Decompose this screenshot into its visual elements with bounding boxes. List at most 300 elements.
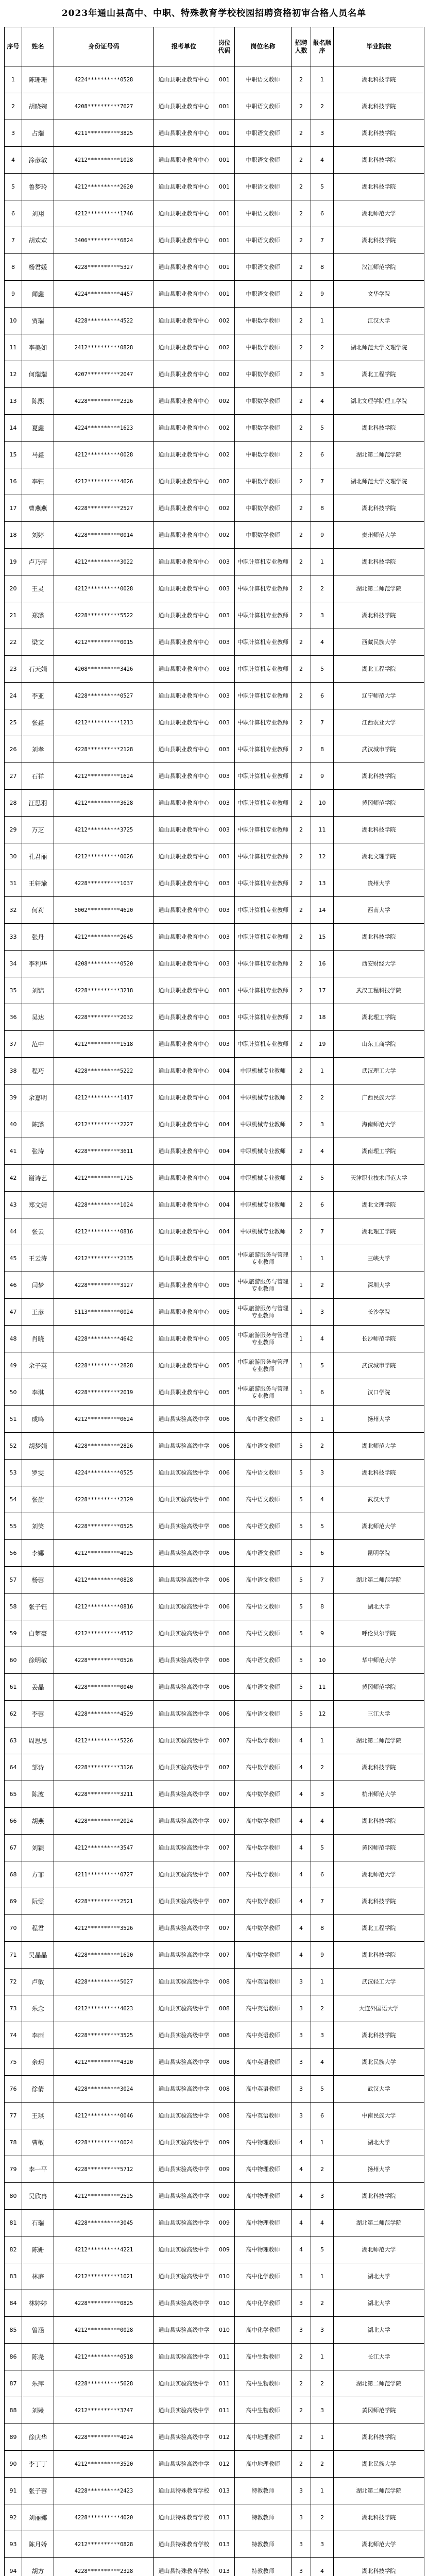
cell-name: 李淇 bbox=[22, 1379, 54, 1406]
cell-org: 通山县职业教育中心 bbox=[154, 575, 214, 602]
cell-org: 通山县实验高级中学 bbox=[154, 1969, 214, 1995]
header-id: 身份证号码 bbox=[54, 27, 154, 66]
cell-order: 8 bbox=[311, 1915, 334, 1942]
cell-id: 4228**********1037 bbox=[54, 870, 154, 897]
cell-job: 特教教师 bbox=[235, 2558, 292, 2576]
cell-school: 湖北科技学院 bbox=[334, 602, 424, 629]
cell-name: 吴晶晶 bbox=[22, 1942, 54, 1969]
cell-school: 湖北科技学院 bbox=[334, 174, 424, 200]
cell-code: 003 bbox=[214, 817, 235, 843]
cell-code: 006 bbox=[214, 1620, 235, 1647]
cell-name: 陈熙 bbox=[22, 388, 54, 415]
table-row bbox=[5, 817, 424, 843]
cell-org: 通山县职业教育中心 bbox=[154, 817, 214, 843]
cell-seq: 63 bbox=[5, 1727, 22, 1754]
cell-order: 6 bbox=[311, 683, 334, 709]
cell-id: 4228**********2024 bbox=[54, 1808, 154, 1835]
cell-code: 001 bbox=[214, 254, 235, 281]
cell-job: 中职计算机专业教师 bbox=[235, 790, 292, 817]
cell-org: 通山县职业教育中心 bbox=[154, 602, 214, 629]
cell-code: 005 bbox=[214, 1352, 235, 1379]
cell-job: 中职机械专业教师 bbox=[235, 1058, 292, 1084]
cell-code: 010 bbox=[214, 2290, 235, 2317]
cell-org: 通山县实验高级中学 bbox=[154, 2183, 214, 2210]
cell-code: 004 bbox=[214, 1192, 235, 1218]
cell-name: 郑璐 bbox=[22, 602, 54, 629]
cell-code: 002 bbox=[214, 308, 235, 334]
cell-org: 通山县职业教育中心 bbox=[154, 1299, 214, 1326]
cell-order: 9 bbox=[311, 281, 334, 308]
cell-count: 2 bbox=[292, 629, 311, 656]
cell-id: 2412**********0828 bbox=[54, 334, 154, 361]
cell-org: 通山县职业教育中心 bbox=[154, 1192, 214, 1218]
cell-job: 高中数学教师 bbox=[235, 1754, 292, 1781]
cell-code: 001 bbox=[214, 147, 235, 174]
cell-count: 4 bbox=[292, 2183, 311, 2210]
cell-seq: 35 bbox=[5, 977, 22, 1004]
cell-code: 002 bbox=[214, 495, 235, 522]
cell-id: 4228**********2521 bbox=[54, 1888, 154, 1915]
cell-org: 通山县职业教育中心 bbox=[154, 736, 214, 763]
cell-name: 刘婷 bbox=[22, 522, 54, 549]
cell-name: 李美如 bbox=[22, 334, 54, 361]
cell-org: 通山县职业教育中心 bbox=[154, 388, 214, 415]
cell-order: 6 bbox=[311, 1379, 334, 1406]
cell-job: 中职旅游服务与管理专业教师 bbox=[235, 1272, 292, 1299]
cell-count: 4 bbox=[292, 1861, 311, 1888]
header-job: 岗位名称 bbox=[235, 27, 292, 66]
cell-job: 中职计算机专业教师 bbox=[235, 575, 292, 602]
cell-code: 002 bbox=[214, 468, 235, 495]
cell-code: 002 bbox=[214, 522, 235, 549]
cell-order: 4 bbox=[311, 388, 334, 415]
cell-org: 通山县职业教育中心 bbox=[154, 977, 214, 1004]
cell-org: 通山县实验高级中学 bbox=[154, 1995, 214, 2022]
cell-school: 湖北第二师范学院 bbox=[334, 2478, 424, 2504]
cell-order: 9 bbox=[311, 1942, 334, 1969]
cell-job: 高中语文教师 bbox=[235, 1540, 292, 1567]
cell-count: 2 bbox=[292, 174, 311, 200]
cell-job: 中职语文教师 bbox=[235, 227, 292, 254]
cell-name: 阮雯 bbox=[22, 1888, 54, 1915]
cell-seq: 10 bbox=[5, 308, 22, 334]
cell-code: 006 bbox=[214, 1647, 235, 1674]
cell-name: 余子英 bbox=[22, 1352, 54, 1379]
cell-org: 通山县实验高级中学 bbox=[154, 1567, 214, 1594]
cell-job: 高中英语教师 bbox=[235, 2103, 292, 2129]
cell-name: 乐念 bbox=[22, 1995, 54, 2022]
cell-order: 7 bbox=[311, 227, 334, 254]
cell-name: 卢敏 bbox=[22, 1969, 54, 1995]
cell-id: 4211**********0727 bbox=[54, 1861, 154, 1888]
cell-seq: 60 bbox=[5, 1647, 22, 1674]
cell-order: 4 bbox=[311, 2049, 334, 2076]
cell-count: 1 bbox=[292, 1272, 311, 1299]
cell-school: 黄冈师范学院 bbox=[334, 2397, 424, 2424]
cell-job: 高中语文教师 bbox=[235, 1460, 292, 1486]
cell-school: 大连外国语大学 bbox=[334, 1995, 424, 2022]
cell-id: 4212**********0028 bbox=[54, 442, 154, 468]
cell-id: 4212**********0026 bbox=[54, 843, 154, 870]
cell-id: 4228**********4024 bbox=[54, 2424, 154, 2451]
cell-order: 4 bbox=[311, 2558, 334, 2576]
cell-school: 武汉理工大学 bbox=[334, 1058, 424, 1084]
table-row bbox=[5, 1004, 424, 1031]
cell-id: 5113**********0024 bbox=[54, 1299, 154, 1326]
cell-order: 6 bbox=[311, 2103, 334, 2129]
table-row bbox=[5, 1272, 424, 1299]
cell-job: 高中地理教师 bbox=[235, 2451, 292, 2478]
cell-code: 003 bbox=[214, 575, 235, 602]
header-count: 招聘人数 bbox=[292, 27, 311, 66]
cell-job: 中职计算机专业教师 bbox=[235, 656, 292, 683]
cell-seq: 73 bbox=[5, 1995, 22, 2022]
cell-name: 张涛 bbox=[22, 1138, 54, 1165]
cell-job: 高中数学教师 bbox=[235, 1942, 292, 1969]
cell-seq: 27 bbox=[5, 763, 22, 790]
cell-code: 006 bbox=[214, 1486, 235, 1513]
cell-name: 孔君丽 bbox=[22, 843, 54, 870]
cell-school: 湖北大学 bbox=[334, 2317, 424, 2344]
cell-id: 4228**********3611 bbox=[54, 1138, 154, 1165]
cell-count: 4 bbox=[292, 1888, 311, 1915]
cell-school: 湖北科技学院 bbox=[334, 93, 424, 120]
cell-id: 4212**********4221 bbox=[54, 2236, 154, 2263]
cell-name: 闫梦 bbox=[22, 1272, 54, 1299]
cell-count: 4 bbox=[292, 2236, 311, 2263]
table-row bbox=[5, 120, 424, 147]
cell-school: 汉口学院 bbox=[334, 1379, 424, 1406]
cell-order: 8 bbox=[311, 495, 334, 522]
cell-name: 余玥 bbox=[22, 2049, 54, 2076]
cell-seq: 29 bbox=[5, 817, 22, 843]
cell-name: 李利华 bbox=[22, 951, 54, 977]
cell-name: 李亚 bbox=[22, 683, 54, 709]
table-row bbox=[5, 1594, 424, 1620]
cell-count: 4 bbox=[292, 2129, 311, 2156]
cell-seq: 58 bbox=[5, 1594, 22, 1620]
cell-job: 特教教师 bbox=[235, 2504, 292, 2531]
table-header-row bbox=[5, 27, 424, 66]
cell-order: 5 bbox=[311, 1352, 334, 1379]
cell-id: 4212**********1518 bbox=[54, 1031, 154, 1058]
cell-job: 中职计算机专业教师 bbox=[235, 897, 292, 924]
cell-org: 通山县职业教育中心 bbox=[154, 843, 214, 870]
cell-count: 5 bbox=[292, 1674, 311, 1701]
cell-seq: 80 bbox=[5, 2183, 22, 2210]
cell-code: 006 bbox=[214, 1513, 235, 1540]
table-row bbox=[5, 2531, 424, 2558]
cell-job: 高中数学教师 bbox=[235, 1781, 292, 1808]
cell-org: 通山县职业教育中心 bbox=[154, 308, 214, 334]
cell-seq: 64 bbox=[5, 1754, 22, 1781]
cell-count: 2 bbox=[292, 1084, 311, 1111]
cell-job: 高中数学教师 bbox=[235, 1915, 292, 1942]
cell-school: 武汉大学 bbox=[334, 1486, 424, 1513]
cell-school: 贵州大学 bbox=[334, 870, 424, 897]
table-row bbox=[5, 575, 424, 602]
cell-org: 通山县实验高级中学 bbox=[154, 1513, 214, 1540]
cell-count: 2 bbox=[292, 683, 311, 709]
cell-seq: 4 bbox=[5, 147, 22, 174]
cell-org: 通山县职业教育中心 bbox=[154, 1379, 214, 1406]
cell-job: 中职机械专业教师 bbox=[235, 1192, 292, 1218]
cell-seq: 39 bbox=[5, 1084, 22, 1111]
cell-org: 通山县实验高级中学 bbox=[154, 1781, 214, 1808]
cell-org: 通山县职业教育中心 bbox=[154, 66, 214, 93]
cell-order: 2 bbox=[311, 2156, 334, 2183]
cell-school: 湖南理工学院 bbox=[334, 1138, 424, 1165]
cell-seq: 61 bbox=[5, 1674, 22, 1701]
cell-order: 2 bbox=[311, 1272, 334, 1299]
cell-id: 4228**********3127 bbox=[54, 1272, 154, 1299]
cell-job: 中职数学教师 bbox=[235, 442, 292, 468]
cell-order: 1 bbox=[311, 1058, 334, 1084]
table-row bbox=[5, 1888, 424, 1915]
cell-seq: 79 bbox=[5, 2156, 22, 2183]
cell-count: 2 bbox=[292, 977, 311, 1004]
cell-order: 17 bbox=[311, 977, 334, 1004]
cell-org: 通山县职业教育中心 bbox=[154, 147, 214, 174]
cell-code: 003 bbox=[214, 736, 235, 763]
cell-name: 马鑫 bbox=[22, 442, 54, 468]
cell-job: 中职语文教师 bbox=[235, 281, 292, 308]
cell-seq: 42 bbox=[5, 1165, 22, 1192]
cell-id: 4228**********2423 bbox=[54, 2478, 154, 2504]
table-row bbox=[5, 2344, 424, 2370]
cell-job: 高中物理教师 bbox=[235, 2236, 292, 2263]
cell-seq: 82 bbox=[5, 2236, 22, 2263]
cell-order: 1 bbox=[311, 2424, 334, 2451]
cell-org: 通山县实验高级中学 bbox=[154, 1674, 214, 1701]
cell-order: 2 bbox=[311, 1754, 334, 1781]
cell-seq: 77 bbox=[5, 2103, 22, 2129]
cell-name: 曹敏 bbox=[22, 2129, 54, 2156]
cell-order: 1 bbox=[311, 549, 334, 575]
cell-code: 010 bbox=[214, 2263, 235, 2290]
cell-id: 4228**********4529 bbox=[54, 1701, 154, 1727]
cell-count: 2 bbox=[292, 281, 311, 308]
cell-job: 中职机械专业教师 bbox=[235, 1165, 292, 1192]
cell-id: 4212**********4626 bbox=[54, 468, 154, 495]
cell-order: 3 bbox=[311, 2317, 334, 2344]
cell-seq: 12 bbox=[5, 361, 22, 388]
cell-order: 7 bbox=[311, 468, 334, 495]
cell-count: 2 bbox=[292, 468, 311, 495]
cell-school: 长沙学院 bbox=[334, 1299, 424, 1326]
cell-count: 2 bbox=[292, 2424, 311, 2451]
cell-school: 湖北民族大学 bbox=[334, 2049, 424, 2076]
cell-code: 003 bbox=[214, 602, 235, 629]
cell-count: 5 bbox=[292, 1460, 311, 1486]
cell-org: 通山县实验高级中学 bbox=[154, 2129, 214, 2156]
cell-org: 通山县实验高级中学 bbox=[154, 2370, 214, 2397]
cell-order: 2 bbox=[311, 1433, 334, 1460]
cell-count: 1 bbox=[292, 1245, 311, 1272]
cell-school: 武汉轻工大学 bbox=[334, 1969, 424, 1995]
cell-job: 高中地理教师 bbox=[235, 2424, 292, 2451]
cell-name: 何瑞瑞 bbox=[22, 361, 54, 388]
cell-id: 4212**********1746 bbox=[54, 200, 154, 227]
cell-seq: 15 bbox=[5, 442, 22, 468]
cell-job: 高中语文教师 bbox=[235, 1701, 292, 1727]
cell-id: 4212**********3628 bbox=[54, 790, 154, 817]
cell-job: 中职计算机专业教师 bbox=[235, 1031, 292, 1058]
cell-name: 石祥 bbox=[22, 763, 54, 790]
cell-school: 湖北师范大学 bbox=[334, 1861, 424, 1888]
table-row bbox=[5, 2103, 424, 2129]
cell-count: 3 bbox=[292, 2504, 311, 2531]
cell-count: 1 bbox=[292, 1299, 311, 1326]
cell-order: 4 bbox=[311, 1486, 334, 1513]
cell-school: 湖北科技学院 bbox=[334, 1754, 424, 1781]
table-row bbox=[5, 656, 424, 683]
cell-name: 胡欢欢 bbox=[22, 227, 54, 254]
cell-name: 张子蓉 bbox=[22, 2478, 54, 2504]
cell-org: 通山县实验高级中学 bbox=[154, 2424, 214, 2451]
cell-name: 胡方 bbox=[22, 2558, 54, 2576]
cell-count: 5 bbox=[292, 1433, 311, 1460]
cell-seq: 49 bbox=[5, 1352, 22, 1379]
cell-job: 中职机械专业教师 bbox=[235, 1138, 292, 1165]
table-row bbox=[5, 495, 424, 522]
cell-org: 通山县职业教育中心 bbox=[154, 870, 214, 897]
cell-id: 4212**********3725 bbox=[54, 817, 154, 843]
cell-seq: 3 bbox=[5, 120, 22, 147]
cell-code: 002 bbox=[214, 388, 235, 415]
cell-id: 4212**********4025 bbox=[54, 1540, 154, 1567]
cell-org: 通山县职业教育中心 bbox=[154, 227, 214, 254]
cell-job: 中职计算机专业教师 bbox=[235, 763, 292, 790]
cell-count: 1 bbox=[292, 1379, 311, 1406]
cell-count: 2 bbox=[292, 1004, 311, 1031]
cell-name: 王琪 bbox=[22, 2103, 54, 2129]
cell-id: 4228**********2329 bbox=[54, 1486, 154, 1513]
cell-order: 9 bbox=[311, 1620, 334, 1647]
cell-org: 通山县职业教育中心 bbox=[154, 549, 214, 575]
cell-school: 湖北科技学院 bbox=[334, 2424, 424, 2451]
cell-seq: 16 bbox=[5, 468, 22, 495]
table-row bbox=[5, 977, 424, 1004]
cell-count: 2 bbox=[292, 897, 311, 924]
cell-seq: 5 bbox=[5, 174, 22, 200]
cell-org: 通山县实验高级中学 bbox=[154, 1915, 214, 1942]
cell-code: 001 bbox=[214, 66, 235, 93]
cell-id: 4212**********2645 bbox=[54, 924, 154, 951]
table-row bbox=[5, 2424, 424, 2451]
cell-seq: 20 bbox=[5, 575, 22, 602]
cell-org: 通山县实验高级中学 bbox=[154, 1861, 214, 1888]
cell-org: 通山县职业教育中心 bbox=[154, 1218, 214, 1245]
cell-id: 4228**********2032 bbox=[54, 1004, 154, 1031]
cell-seq: 23 bbox=[5, 656, 22, 683]
cell-count: 5 bbox=[292, 1567, 311, 1594]
cell-id: 4228**********3218 bbox=[54, 977, 154, 1004]
cell-id: 4228**********1620 bbox=[54, 1942, 154, 1969]
table-row bbox=[5, 1245, 424, 1272]
cell-name: 万芝 bbox=[22, 817, 54, 843]
cell-job: 中职数学教师 bbox=[235, 334, 292, 361]
cell-org: 通山县实验高级中学 bbox=[154, 2210, 214, 2236]
cell-count: 2 bbox=[292, 736, 311, 763]
cell-seq: 6 bbox=[5, 200, 22, 227]
cell-count: 2 bbox=[292, 1058, 311, 1084]
cell-code: 003 bbox=[214, 1031, 235, 1058]
cell-count: 2 bbox=[292, 1218, 311, 1245]
cell-org: 通山县职业教育中心 bbox=[154, 1138, 214, 1165]
cell-school: 湖北大学 bbox=[334, 2129, 424, 2156]
table-row bbox=[5, 361, 424, 388]
cell-school: 湖北科技学院 bbox=[334, 817, 424, 843]
cell-school: 武汉城市学院 bbox=[334, 1352, 424, 1379]
cell-seq: 28 bbox=[5, 790, 22, 817]
cell-code: 003 bbox=[214, 1004, 235, 1031]
cell-order: 6 bbox=[311, 200, 334, 227]
cell-org: 通山县职业教育中心 bbox=[154, 629, 214, 656]
cell-seq: 85 bbox=[5, 2317, 22, 2344]
cell-org: 通山县职业教育中心 bbox=[154, 924, 214, 951]
cell-school: 湖北科技学院 bbox=[334, 2022, 424, 2049]
cell-seq: 72 bbox=[5, 1969, 22, 1995]
cell-count: 3 bbox=[292, 1969, 311, 1995]
cell-org: 通山县职业教育中心 bbox=[154, 951, 214, 977]
cell-count: 5 bbox=[292, 1701, 311, 1727]
cell-code: 006 bbox=[214, 1540, 235, 1567]
header-order: 报名顺序 bbox=[311, 27, 334, 66]
cell-code: 008 bbox=[214, 2022, 235, 2049]
cell-id: 4212**********3520 bbox=[54, 2451, 154, 2478]
cell-org: 通山县实验高级中学 bbox=[154, 1701, 214, 1727]
cell-org: 通山县职业教育中心 bbox=[154, 897, 214, 924]
cell-code: 010 bbox=[214, 2317, 235, 2344]
cell-school: 西藏民族大学 bbox=[334, 629, 424, 656]
cell-seq: 18 bbox=[5, 522, 22, 549]
cell-code: 006 bbox=[214, 1406, 235, 1433]
table-row bbox=[5, 2129, 424, 2156]
cell-seq: 9 bbox=[5, 281, 22, 308]
table-row bbox=[5, 227, 424, 254]
cell-seq: 75 bbox=[5, 2049, 22, 2076]
table-row bbox=[5, 93, 424, 120]
cell-school: 湖北理工学院 bbox=[334, 1218, 424, 1245]
cell-name: 梁文 bbox=[22, 629, 54, 656]
cell-seq: 26 bbox=[5, 736, 22, 763]
cell-id: 4228**********2128 bbox=[54, 736, 154, 763]
cell-id: 4212**********1725 bbox=[54, 1165, 154, 1192]
cell-org: 通山县职业教育中心 bbox=[154, 1326, 214, 1352]
cell-school: 湖北第二师范学院 bbox=[334, 442, 424, 468]
cell-seq: 13 bbox=[5, 388, 22, 415]
cell-job: 高中生物教师 bbox=[235, 2370, 292, 2397]
cell-count: 2 bbox=[292, 200, 311, 227]
cell-id: 4212**********5226 bbox=[54, 1727, 154, 1754]
cell-name: 李一平 bbox=[22, 2156, 54, 2183]
cell-order: 10 bbox=[311, 790, 334, 817]
cell-job: 中职数学教师 bbox=[235, 388, 292, 415]
cell-id: 3406**********6824 bbox=[54, 227, 154, 254]
cell-count: 2 bbox=[292, 709, 311, 736]
cell-job: 高中数学教师 bbox=[235, 1835, 292, 1861]
table-row bbox=[5, 1165, 424, 1192]
cell-seq: 91 bbox=[5, 2478, 22, 2504]
cell-job: 特教教师 bbox=[235, 2478, 292, 2504]
cell-count: 2 bbox=[292, 361, 311, 388]
cell-org: 通山县职业教育中心 bbox=[154, 442, 214, 468]
cell-order: 3 bbox=[311, 2183, 334, 2210]
cell-order: 1 bbox=[311, 1727, 334, 1754]
cell-order: 5 bbox=[311, 1513, 334, 1540]
cell-job: 高中英语教师 bbox=[235, 2022, 292, 2049]
